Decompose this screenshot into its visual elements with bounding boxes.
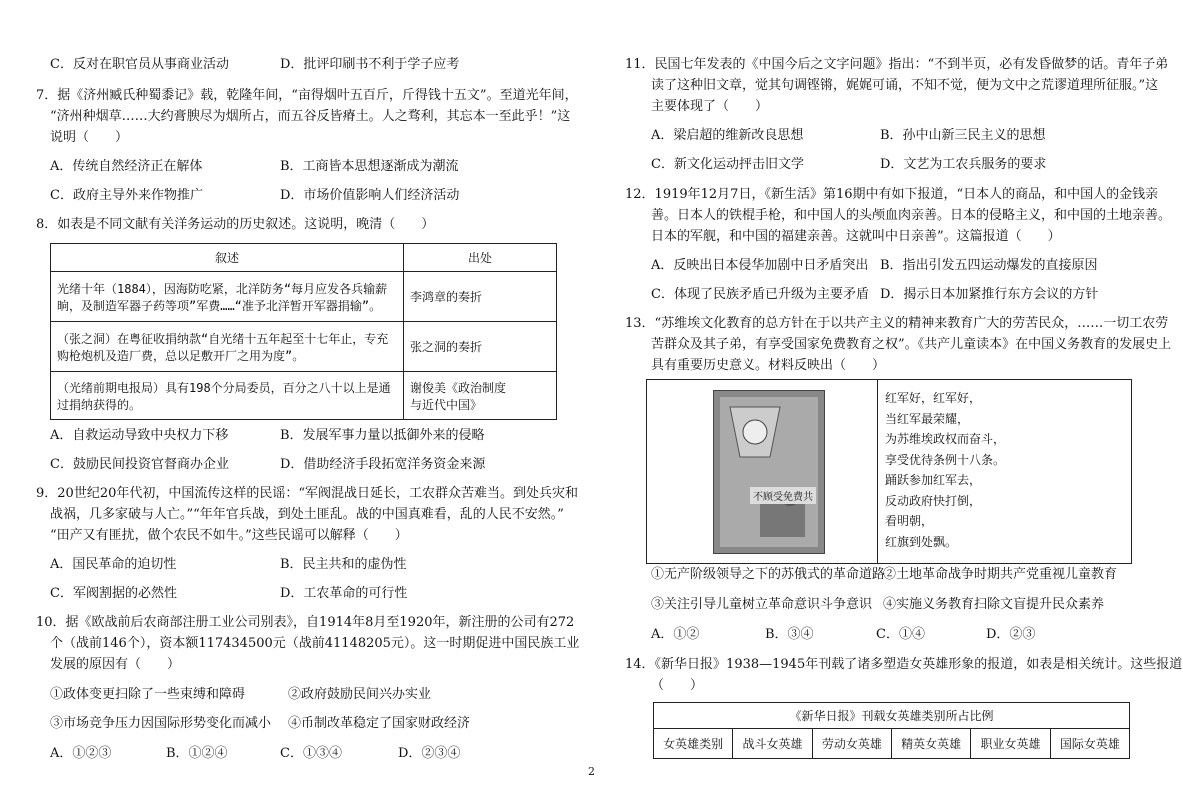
q8-row2-source: 张之洞的奏折 [404,322,557,372]
poster-title: 不顾受免费共 [750,487,816,504]
q13-line3: 具有重要历史意义。材料反映出（ ） [651,358,886,373]
q7-option-a: A．传统自然经济正在解体 [50,159,203,174]
q10-item-1: ①政体变更扫除了一些束缚和障碍 [50,687,246,702]
q10-item-2: ②政府鼓励民间兴办实业 [288,687,432,702]
q9-option-c: C．军阀割据的必然性 [50,586,177,601]
q12-option-b: B．指出引发五四运动爆发的直接原因 [880,258,1098,273]
q8-row1-narrative: 光绪十年（1884），因海防吃紧，北洋防务“每月应发各兵输薪 晌，及制造军器子药等项”军费……“准予北洋暂开军器捐输”。 [51,272,404,322]
q11-option-b: B．孙中山新三民主义的思想 [880,128,1046,143]
q14-col-header: 女英雄类别 [654,729,733,759]
song-line: 反动政府快打倒， [885,493,982,508]
q14-col-header: 战斗女英雄 [733,729,812,759]
q8-header-source: 出处 [404,244,557,272]
q8-option-b: B．发展军事力量以抵御外来的侵略 [280,428,485,443]
q10-line2: 个（战前146个），资本额117434500元（战前41148205元）。这一时期促进中国民族工业 [50,636,580,651]
q11-option-c: C．新文化运动抨击旧文学 [651,157,804,172]
q12-option-d: D．揭示日本加紧推行东方会议的方针 [880,287,1099,302]
q9-option-a: A．国民革命的迫切性 [50,557,177,572]
poster-illustration-icon [720,397,818,547]
q9-option-d: D．工农革命的可行性 [280,586,408,601]
q9-line1: 9．20世纪20年代初，中国流传这样的民谣：“军阀混战日延长，工农群众苦难当。到处兵灾和 [36,486,579,501]
q14-col-header: 精英女英雄 [891,729,970,759]
q11-option-a: A．梁启超的维新改良思想 [651,128,804,143]
q13-item-2: ②土地革命战争时期共产党重视儿童教育 [883,567,1118,582]
q12-line3: 日本的军舰，和中国的福建亲善。这就叫中日亲善”。这篇报道（ ） [651,229,1061,244]
q11-line1: 11．民国七年发表的《中国今后之文字问题》指出：“不到半页，必有发昏做梦的话。青年子弟 [625,57,1169,72]
q7-line3: 说明（ ） [50,130,129,145]
q12-line2: 善。日本人的铁棍手枪，和中国人的头颅血肉亲善。日本的侵略主义，和中国的土地亲善。 [651,208,1172,223]
q14-line2: （ ） [651,678,704,693]
q11-line2: 读了这种旧文章，觉其句调铿锵，娓娓可诵，不知不觉，便为文中之荒谬道理所征服。”这 [651,78,1159,93]
q7-line1: 7．据《济州臧氏种蜀黍记》载，乾隆年间，“亩得烟叶五百斤，斤得钱十五文”。至道光年间， [36,88,578,103]
q12-option-a: A．反映出日本侵华加剧中日矛盾突出 [651,258,869,273]
q6-option-d: D．批评印刷书不利于学子应考 [280,57,460,72]
children-reader-poster [713,390,825,554]
q7-line2: “济州种烟草……大约膏腴尽为烟所占，而五谷反皆瘠土。人之骛利，其忘本一至此乎！”这 [50,109,571,124]
q13-item-3: ③关注引导儿童树立革命意识斗争意识 [651,597,873,612]
q13-option-d: D．②③ [986,627,1036,642]
q14-table [653,702,1130,759]
q14-col-header: 职业女英雄 [971,729,1050,759]
q10-option-c: C．①③④ [280,746,342,761]
q8-option-c: C．鼓励民间投资官督商办企业 [50,457,229,472]
q13-material-box [646,379,1132,564]
q13-option-a: A．①② [651,627,700,642]
song-line: 看明朝， [885,514,934,528]
q7-option-c: C．政府主导外来作物推广 [50,188,203,203]
q10-line1: 10．据《欧战前后农商部注册工业公司别表》，自1914年8月至1920年，新注册的公司有272 [36,615,575,630]
q7-option-b: B．工商皆本思想逐渐成为潮流 [280,159,459,174]
q14-col-header: 劳动女英雄 [812,729,891,759]
q12-option-c: C．体现了民族矛盾已升级为主要矛盾 [651,287,869,302]
q8-row1-source: 李鸿章的奏折 [404,272,557,322]
q13-option-c: C．①④ [876,627,925,642]
q10-option-a: A．①②③ [50,746,112,761]
q13-item-4: ④实施义务教育扫除文盲提升民众素养 [883,597,1105,612]
song-line: 享受优待条例十八条。 [885,452,1006,467]
q11-line3: 主要体现了（ ） [651,99,769,114]
q8-option-a: A．自救运动导致中央权力下移 [50,428,229,443]
q8-stem: 8．如表是不同文献有关洋务运动的历史叙述。这说明，晚清（ ） [36,217,435,232]
song-line: 踊跃参加红军去， [885,473,982,487]
song-line: 当红军最荣耀， [885,411,970,426]
q11-option-d: D．文艺为工农兵服务的要求 [880,157,1047,172]
q10-option-d: D．②③④ [398,746,461,761]
q9-line3: “田产又有匪扰，做个农民不如牛。”这些民谣可以解释（ ） [50,528,408,543]
q8-header-narrative: 叙述 [51,244,404,272]
q8-option-d: D．借助经济手段拓宽洋务资金来源 [280,457,486,472]
q9-line2: 战祸，几多家破与人亡。”“年年官兵战，到处土匪乱。战的中国真难看，乱的人民不安然。” [50,507,564,522]
q8-row2-narrative: （张之洞）在粤征收捐纳款“自光绪十五年起至十七年止，专充 购枪炮机及造厂费，总以足敷开厂之用为度”。 [51,322,404,372]
q14-table-caption: 《新华日报》刊载女英雄类别所占比例 [654,703,1130,729]
song-line: 为苏维埃政权而奋斗， [885,432,1006,446]
q10-item-4: ④币制改革稳定了国家财政经济 [288,716,471,731]
q13-option-b: B．③④ [765,627,814,642]
q10-item-3: ③市场竞争压力因国际形势变化而减小 [50,716,272,731]
q10-option-b: B．①②④ [166,746,228,761]
q6-option-c: C．反对在职官员从事商业活动 [50,57,229,72]
q8-row3-source: 谢俊美《政治制度 与近代中国》 [404,372,557,420]
page-number: 2 [588,765,595,778]
q14-col-header: 国际女英雄 [1050,729,1129,759]
q8-table [50,243,557,420]
q12-line1: 12．1919年12月7日，《新生活》第16期中有如下报道，“日本人的商品，和中国人的金钱亲 [625,187,1159,202]
q9-option-b: B．民主共和的虚伪性 [280,557,407,572]
q13-line1: 13．“苏维埃文化教育的总方针在于以共产主义的精神来教育广大的劳苦民众，……一切工农劳 [625,316,1169,331]
q13-item-1: ①无产阶级领导之下的苏俄式的革命道路 [651,567,886,582]
q7-option-d: D．市场价值影响人们经济活动 [280,188,460,203]
q13-line2: 苦群众及其子弟，有享受国家免费教育之权”。《共产儿童读本》在中国义务教育的发展史上 [651,337,1172,352]
song-line: 红旗到处飘。 [885,534,958,549]
q10-line3: 发展的原因有（ ） [50,657,181,672]
q13-song [885,388,1005,552]
q14-line1: 14．《新华日报》1938—1945年刊载了诸多塑造女英雄形象的报道，如表是相关统计。这些报道 [625,657,1183,672]
song-line: 红军好，红军好， [885,391,982,405]
q8-row3-narrative: （光绪前期电报局）具有198个分局委员，百分之八十以上是通 过捐纳获得的。 [51,372,404,420]
